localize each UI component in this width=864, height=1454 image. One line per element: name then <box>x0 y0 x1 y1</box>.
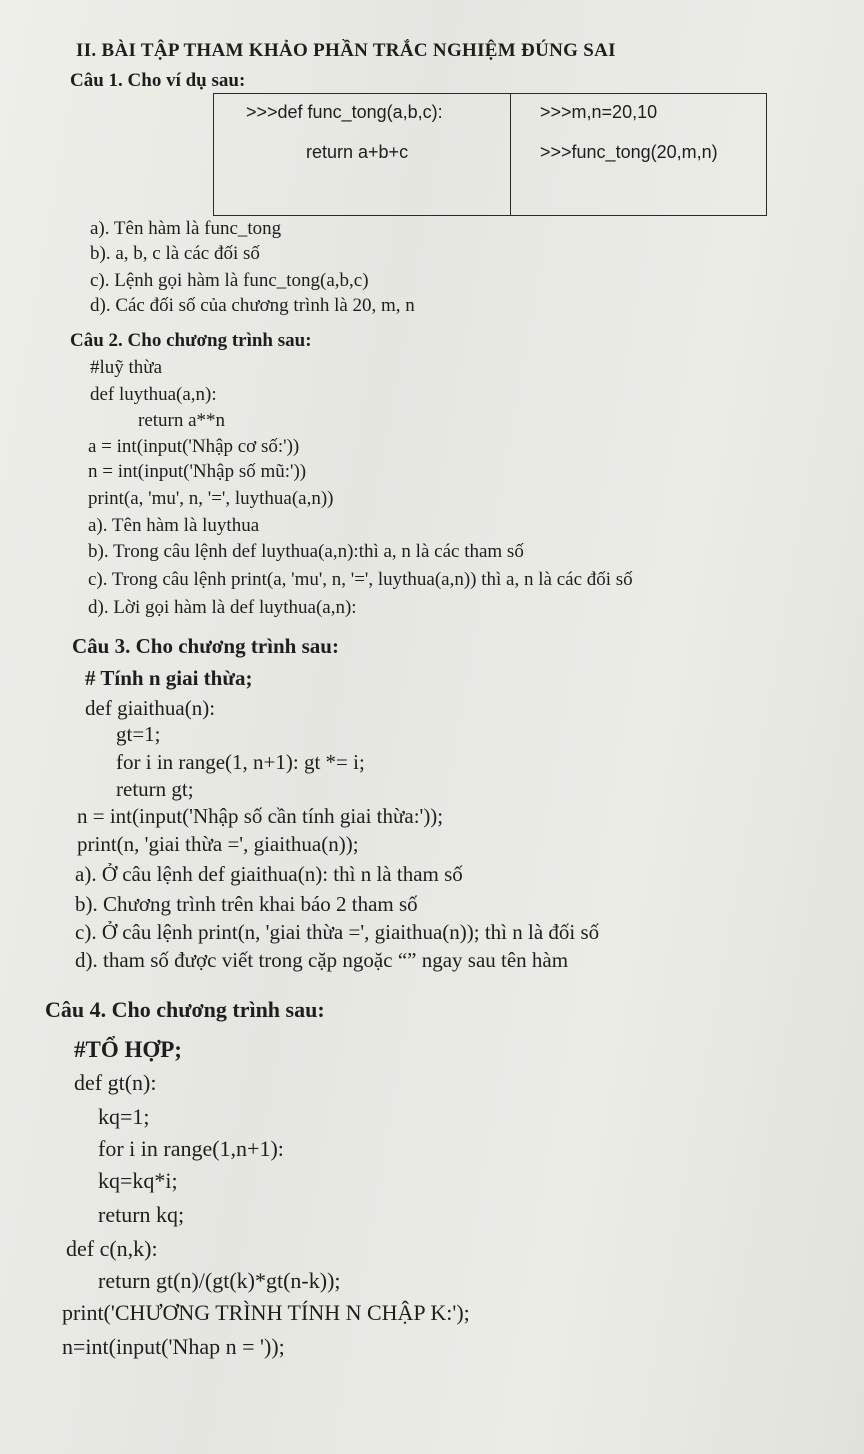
q1-code-right-line2: >>>func_tong(20,m,n) <box>540 142 718 162</box>
section-heading: II. BÀI TẬP THAM KHẢO PHẦN TRẮC NGHIỆM ĐÚNG SAI <box>76 40 616 61</box>
q1-option-a: a). Tên hàm là func_tong <box>90 218 282 239</box>
q1-option-c: c). Lệnh gọi hàm là func_tong(a,b,c) <box>90 270 369 291</box>
q2-code-line2: def luythua(a,n): <box>90 384 217 405</box>
q2-option-b: b). Trong câu lệnh def luythua(a,n):thì a, n là các tham số <box>88 541 524 562</box>
q4-code-line7: def c(n,k): <box>66 1236 158 1261</box>
q4-code-line10: n=int(input('Nhap n = ')); <box>62 1334 285 1359</box>
q3-title: Câu 3. Cho chương trình sau: <box>72 634 339 658</box>
q3-option-b: b). Chương trình trên khai báo 2 tham số <box>75 892 418 916</box>
q1-option-b: b). a, b, c là các đối số <box>90 243 260 264</box>
q4-code-line3: kq=1; <box>98 1104 150 1129</box>
q3-code-line3: gt=1; <box>116 722 161 746</box>
q3-option-d: d). tham số được viết trong cặp ngoặc “” ngay sau tên hàm <box>75 948 569 972</box>
q4-code-line1: #TỔ HỢP; <box>74 1037 182 1062</box>
q4-code-line5: kq=kq*i; <box>98 1168 178 1193</box>
q2-option-c: c). Trong câu lệnh print(a, 'mu', n, '=', luythua(a,n)) thì a, n là các đối số <box>88 569 633 590</box>
q2-title: Câu 2. Cho chương trình sau: <box>70 330 312 351</box>
q4-title: Câu 4. Cho chương trình sau: <box>45 997 325 1022</box>
q1-code-left-line2: return a+b+c <box>306 142 409 162</box>
q4-code-line8: return gt(n)/(gt(k)*gt(n-k)); <box>98 1268 341 1293</box>
q2-code-line1: #luỹ thừa <box>90 357 163 378</box>
q4-code-line9: print('CHƯƠNG TRÌNH TÍNH N CHẬP K:'); <box>62 1300 470 1325</box>
q3-code-line6: n = int(input('Nhập số cần tính giai thừa:')); <box>77 804 444 828</box>
q4-code-line2: def gt(n): <box>74 1070 157 1095</box>
q1-code-left-line1: >>>def func_tong(a,b,c): <box>246 102 443 122</box>
q1-code-table <box>213 93 767 216</box>
q2-code-line4: a = int(input('Nhập cơ số:')) <box>88 436 300 457</box>
q4-code-line6: return kq; <box>98 1202 185 1227</box>
q1-option-d: d). Các đối số của chương trình là 20, m, n <box>90 295 415 316</box>
q2-option-d: d). Lời gọi hàm là def luythua(a,n): <box>88 597 357 618</box>
q3-code-line4: for i in range(1, n+1): gt *= i; <box>116 750 365 774</box>
q3-code-line1: # Tính n giai thừa; <box>85 666 253 690</box>
q3-code-line5: return gt; <box>116 777 194 801</box>
q2-option-a: a). Tên hàm là luythua <box>88 515 260 536</box>
q3-code-line2: def giaithua(n): <box>85 696 216 720</box>
q4-code-line4: for i in range(1,n+1): <box>98 1136 284 1161</box>
q3-code-line7: print(n, 'giai thừa =', giaithua(n)); <box>77 832 359 856</box>
q2-code-line5: n = int(input('Nhập số mũ:')) <box>88 461 307 482</box>
q1-title: Câu 1. Cho ví dụ sau: <box>70 70 246 91</box>
q3-option-a: a). Ở câu lệnh def giaithua(n): thì n là tham số <box>75 862 463 886</box>
q1-code-right-line1: >>>m,n=20,10 <box>540 102 658 122</box>
table-divider <box>510 94 511 215</box>
q3-option-c: c). Ở câu lệnh print(n, 'giai thừa =', giaithua(n)); thì n là đối số <box>75 920 600 944</box>
q2-code-line6: print(a, 'mu', n, '=', luythua(a,n)) <box>88 488 334 509</box>
q2-code-line3: return a**n <box>138 410 226 431</box>
